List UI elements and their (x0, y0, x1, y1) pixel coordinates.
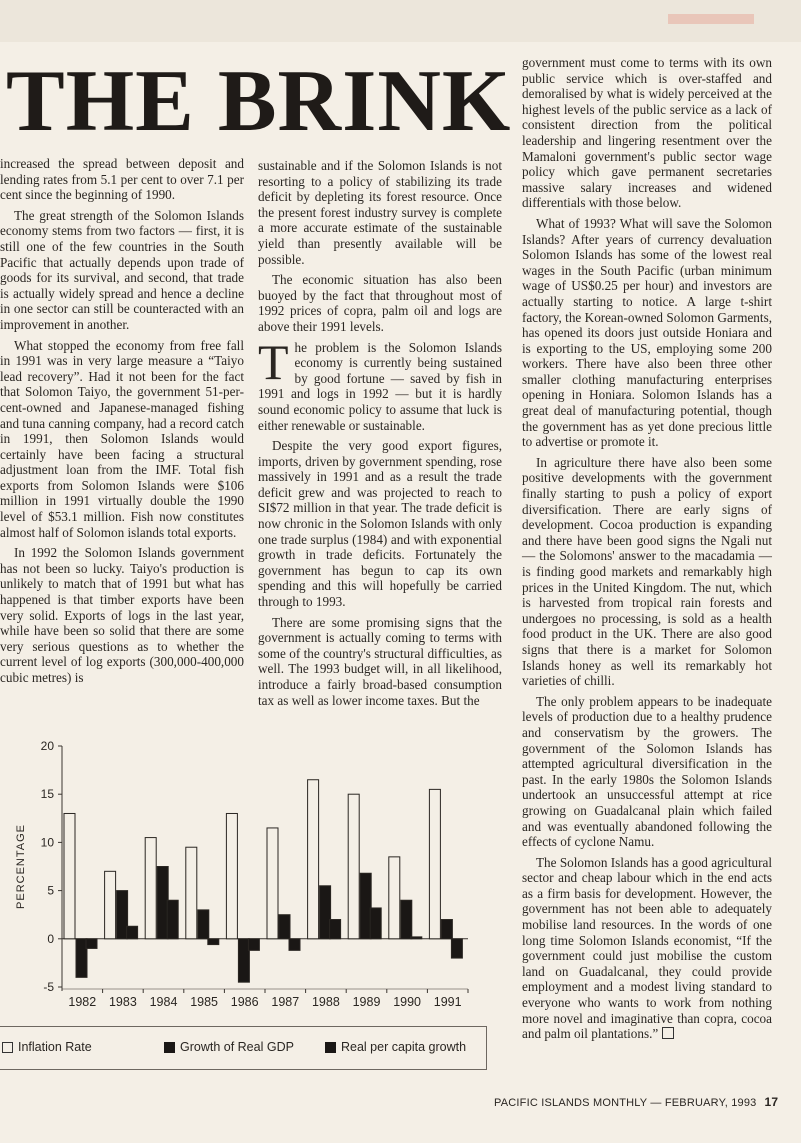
bar-gdp (238, 939, 249, 982)
x-tick-label: 1985 (190, 995, 219, 1009)
legend-swatch-solid (325, 1042, 336, 1053)
paragraph: sustainable and if the Solomon Islands is not resorting to a policy of stabilizing its trade deficit by depleting its forest resource. Once the present forest industry survey is complete a more accurate estimate of the sustainable yield than presently available will be possible. (258, 158, 502, 267)
bar-gdp (441, 920, 452, 939)
column-3 (522, 55, 772, 1047)
paragraph: In agriculture there have also been some positive developments with the government finally starting to push a policy of export diversification. There are early signs of development. Cocoa production is expanding and there have been good signs the Ngali nut — the Solomons' answer to the macadamia — is finding good markets and remarkably high prices in the United Kingdom. The nut, which is harvested from tropical rain forests and undergoes no processing, is sold as a health food product in the UK. There are also good signs that there is a market for Solomon Islands honey as well its remarkably hot varieties of chilli. (522, 454, 772, 689)
page-footer (494, 1095, 778, 1109)
bar-inflation (429, 789, 440, 938)
bar-percapita (208, 939, 219, 945)
bar-percapita (330, 920, 341, 939)
bar-percapita (451, 939, 462, 958)
x-tick-label: 1986 (230, 995, 259, 1009)
paragraph: In 1992 the Solomon Islands government has not been so lucky. Taiyo's production is unlikely to match that of 1991 but what has happened is that timber exports have been very solid. Exports of logs in the last year, while have been so solid that there are some very serious questions as to whether the current level of log exports (300,000-400,000 cubic metres) is (0, 545, 244, 685)
paragraph: increased the spread between deposit and lending rates from 5.1 per cent to over 7.1 per cent since the beginning of 1990. (0, 156, 244, 203)
chart-plot (15, 739, 468, 1009)
column-2 (258, 158, 502, 713)
bar-inflation (64, 813, 75, 938)
economic-chart (0, 712, 500, 1072)
headline: THE BRINK (6, 53, 512, 150)
legend-swatch-solid (164, 1042, 175, 1053)
bar-gdp (320, 886, 331, 939)
y-axis-label: PERCENTAGE (15, 824, 27, 909)
paragraph: The economic situation has also been buoyed by the fact that throughout most of 1992 prices of copra, palm oil and logs are above their 1991 levels. (258, 272, 502, 334)
bar-percapita (411, 937, 422, 939)
bar-inflation (267, 828, 278, 939)
bar-inflation (226, 813, 237, 938)
bar-gdp (157, 867, 168, 939)
dropcap: T (258, 333, 289, 390)
bar-inflation (105, 871, 116, 938)
bar-inflation (186, 847, 197, 939)
y-tick-label: 0 (47, 931, 54, 946)
bar-gdp (360, 873, 371, 939)
bar-gdp (401, 900, 412, 939)
chart-legend (0, 1026, 487, 1070)
y-tick-label: -5 (43, 980, 54, 994)
paragraph-text: The Solomon Islands has a good agricultural sector and cheap labour which in the end acts as a firm basis for development. However, the government has not been able to adequately mobilise land resources. In the words of one long time Solomon Islands economist, “If the government could just mobilise the custom land on Guadalcanal, they could provide employment and a modest living standard to everyone who wants to work from nothing more novel and imaginative than copra, cocoa and palm oil plantations.” (522, 854, 772, 1042)
bar-percapita (248, 939, 259, 951)
bar-inflation (348, 794, 359, 939)
x-tick-label: 1990 (393, 995, 422, 1009)
paragraph: What of 1993? What will save the Solomon Islands? After years of currency devaluation Solomon Islands has some of the lowest real wages in the South Pacific (urban minimum wage of US$0.25 per hour) and investors are actually starting to notice. A large t-shirt factory, the Korean-owned Solomon Garments, has opened its doors just outside Honiara and is exporting to the US, employing some 200 workers. There have also been three other smaller clothing manufacturing enterprises opening in Honiara. Solomon Islands has a great deal of manufacturing potential, though the government has as yet done precious little to advertise or promote it. (522, 215, 772, 450)
legend-item-inflation (2, 1040, 92, 1054)
bar-inflation (389, 857, 400, 939)
footer-publication: PACIFIC ISLANDS MONTHLY — FEBRUARY, 1993 (494, 1097, 757, 1109)
bar-percapita (289, 939, 300, 951)
legend-item-gdp (164, 1040, 294, 1054)
bar-gdp (76, 939, 87, 978)
bar-percapita (167, 900, 178, 939)
dropcap-paragraph-text: he problem is the Solomon Islands economy is currently being sustained by good fortune — saved by fish in 1991 and logs in 1992 — but it is hardly sound economic policy to assume that luck is either renewable or sustainable. (258, 339, 502, 433)
x-tick-label: 1991 (433, 995, 462, 1009)
legend-label: Inflation Rate (18, 1040, 92, 1054)
bar-inflation (308, 780, 319, 939)
legend-label: Growth of Real GDP (180, 1040, 294, 1054)
y-tick-label: 5 (47, 883, 54, 898)
x-tick-label: 1987 (271, 995, 300, 1009)
paragraph: What stopped the economy from free fall in 1991 was in very large measure a “Taiyo lead recovery”. Had it not been for the fact that Solomon Taiyo, the government 51-per-cent-owned and Japanese-managed fishing and tuna canning company, had a record catch in 1991, then Solomon Islands would certainly have been facing a structural adjustment loan from the IMF. Total fish exports from Solomon Islands were $106 million in 1991 virtually double the 1990 level of $53.1 million. Fish now constitutes almost half of Solomon islands total exports. (0, 337, 244, 540)
bar-gdp (279, 915, 290, 939)
x-tick-label: 1989 (352, 995, 381, 1009)
x-tick-label: 1983 (108, 995, 137, 1009)
paragraph: The great strength of the Solomon Islands economy stems from two factors — first, it is still one of the few countries in the South Pacific that actually depends upon trade of goods for its survival, and second, that trade is actually widely spread and hence a decline in one sector can still be counteracted with an improvement in another. (0, 207, 244, 332)
bar-gdp (198, 910, 209, 939)
x-tick-label: 1984 (149, 995, 178, 1009)
bar-inflation (145, 838, 156, 939)
page-number: 17 (764, 1095, 779, 1109)
legend-item-percapita (325, 1040, 466, 1054)
paragraph: government must come to terms with its own public service which is over-staffed and demoralised by what is widely perceived at the highest levels of the public service as a lack of consistent direction from the political leadership and lingering resentment over the Mamaloni government's public sector wage policy which gave permanent secretaries massive salary increases and widened differentials with those below. (522, 55, 772, 211)
bar-gdp (117, 891, 128, 939)
paragraph: Despite the very good export figures, imports, driven by government spending, rose massively in 1991 and as a result the trade deficit grew and was projected to reach to SI$72 million in that year. The trade deficit is now chronic in the Solomon Islands with only one trade surplus (1984) and with exponential growth in trade deficits. Fortunately the government has begun to cap its own spending and this will hopefully be carried through to 1993. (258, 438, 502, 610)
x-tick-label: 1988 (311, 995, 340, 1009)
paragraph: The only problem appears to be inadequate levels of production due to a healthy prudence and conservatism by the growers. The government of the Solomon Islands has attempted agricultural diversification in the past. In the early 1980s the Solomon Islands undertook an unsuccessful attempt at rice growing on Guadalcanal plain which failed and was eventually abandoned following the effects of cyclone Namu. (522, 693, 772, 850)
dropcap-paragraph (258, 333, 502, 434)
y-tick-label: 10 (40, 835, 54, 850)
header-tag-mark (668, 14, 754, 24)
bar-percapita (127, 926, 138, 939)
y-tick-label: 20 (40, 739, 54, 753)
column-1 (0, 156, 244, 691)
end-mark-icon (662, 1027, 674, 1039)
bar-percapita (86, 939, 97, 949)
legend-label: Real per capita growth (341, 1040, 467, 1054)
paragraph: There are some promising signs that the government is actually coming to terms with some of the country's structural difficulties, as well. The 1993 budget will, in all likelihood, introduce a fairly broad-based consumption tax as well as lower income taxes. But the (258, 614, 502, 708)
top-bar (0, 0, 801, 42)
y-tick-label: 15 (40, 787, 54, 802)
x-tick-label: 1982 (68, 995, 97, 1009)
bar-percapita (370, 908, 381, 939)
legend-swatch-open (2, 1042, 13, 1053)
paragraph (522, 855, 772, 1042)
